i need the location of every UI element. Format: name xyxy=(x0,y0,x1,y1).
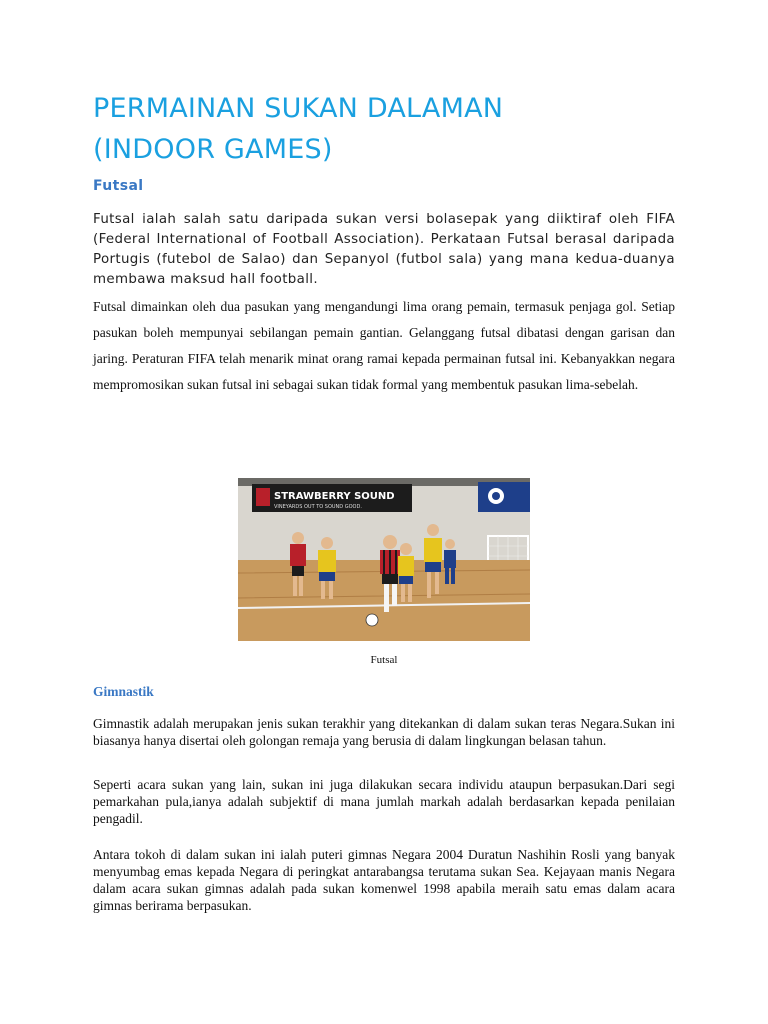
photo-caption: Futsal xyxy=(370,654,398,666)
title-line-1: PERMAINAN SUKAN DALAMAN xyxy=(93,93,504,124)
futsal-intro-paragraph: Futsal ialah salah satu daripada sukan versi bolasepak yang diiktiraf oleh FIFA (Federal International of Football Association). Perkataan Futsal berasal daripada Portugis (futebol de Salao) dan Sepanyol (futbol sala) yang mana kedua-duanya membawa maksud hall football. xyxy=(93,212,675,287)
futsal-heading: Futsal xyxy=(93,178,144,194)
title-line-2: (INDOOR GAMES) xyxy=(93,134,333,165)
photo-banner-text: STRAWBERRY SOUND xyxy=(274,491,395,502)
gimnastik-heading: Gimnastik xyxy=(93,684,154,699)
futsal-body-paragraph: Futsal dimainkan oleh dua pasukan yang mengandungi lima orang pemain, termasuk penjaga gol. Setiap pasukan boleh mempunyai sebilangan pemain gantian. Gelanggang futsal dibatasi dengan garisan dan jaring. Peraturan FIFA telah menarik minat orang ramai kepada permainan futsal ini. Kebanyakkan negara mempromosikan sukan futsal ini sebagai sukan tidak formal yang membentuk pasukan lima-sebelah. xyxy=(93,299,675,392)
futsal-photo xyxy=(238,478,530,641)
photo-banner-subtext: VINEYARDS OUT TO SOUND GOOD. xyxy=(274,504,362,510)
gimnastik-paragraph-2: Seperti acara sukan yang lain, sukan ini juga dilakukan secara individu ataupun berpasukan.Dari segi pemarkahan pula,ianya adalah subjektif di mana jumlah markah adalah berdasarkan kepada penilaian pengadil. xyxy=(93,777,675,826)
page-title xyxy=(93,88,693,170)
gimnastik-paragraph-1: Gimnastik adalah merupakan jenis sukan terakhir yang ditekankan di dalam sukan teras Negara.Sukan ini biasanya hanya disertai oleh golongan remaja yang berusia di dalam lingkungan belasan tahun. xyxy=(93,716,675,748)
gimnastik-paragraph-3: Antara tokoh di dalam sukan ini ialah puteri gimnas Negara 2004 Duratun Nashihin Rosli yang banyak menyumbag emas kepada Negara di peringkat antarabangsa terutama sukan Sea. Kejayaan manis Negara dalam acara sukan gimnas adalah pada sukan komenwel 1998 apabila meraih satu emas dalam acara gimnas berirama berpasukan. xyxy=(93,847,675,913)
